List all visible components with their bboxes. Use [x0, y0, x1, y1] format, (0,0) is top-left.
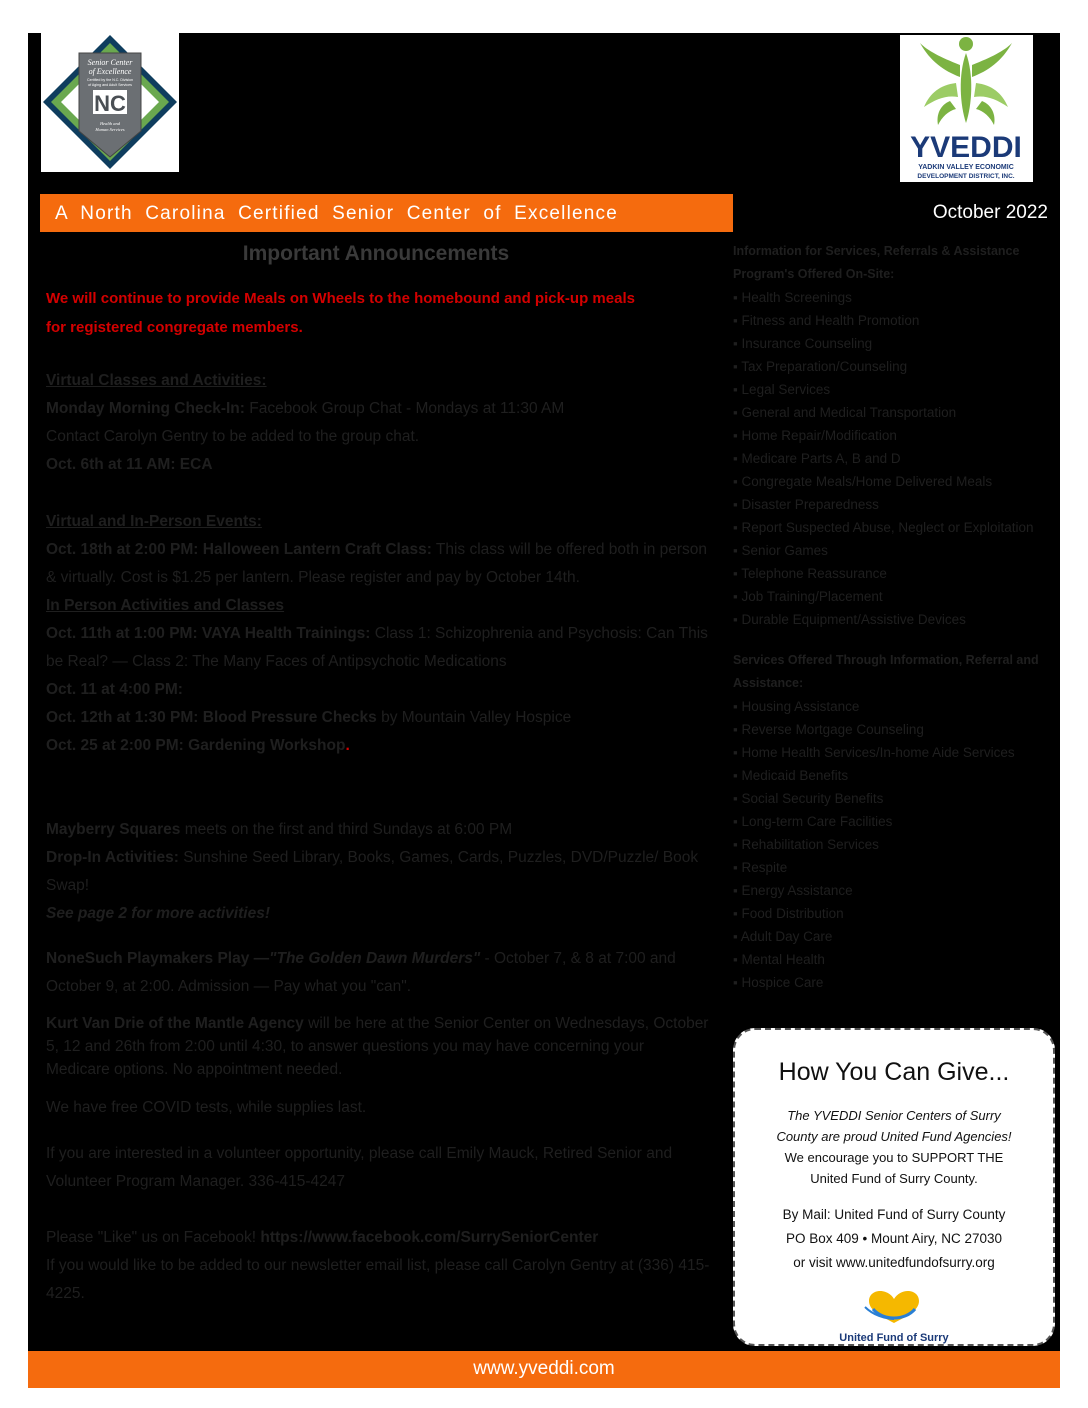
vaya-label: Oct. 11th at 1:00 PM: VAYA Health Trainings: [46, 625, 371, 642]
play-title: "The Golden Dawn Murders" [269, 950, 481, 967]
logo-left-line1: Senior Center [87, 58, 133, 67]
lantern-label: Oct. 18th at 2:00 PM: Halloween Lantern Craft Class: [46, 541, 432, 558]
united-fund-logo-text: United Fund of Surry [839, 1332, 949, 1344]
services-heading: Information for Services, Referrals & Assistance [733, 244, 1020, 258]
certification-banner [40, 194, 733, 232]
like-label: Please "Like" us on Facebook! [46, 1229, 257, 1246]
logo-left-line6: Human Services [95, 127, 125, 132]
bp-text: by Mountain Valley Hospice [376, 709, 572, 726]
service-item: ▪ Housing Assistance [733, 695, 1058, 718]
dropin-label: Drop-In Activities: [46, 849, 179, 866]
services-column [733, 240, 1058, 994]
service-item: ▪ Insurance Counseling [733, 332, 1058, 355]
garden-dot: . [345, 737, 350, 754]
yveddi-logo [900, 35, 1033, 182]
give-title: How You Can Give... [778, 1058, 1010, 1086]
garden-label: Oct. 25 at 2:00 PM: Gardening Workshop [46, 737, 346, 754]
volunteer-note: If you are interested in a volunteer opportunity, please call Emily Mauck, Retired Senior and Volunteer Program Manager. 336-415-4247 [46, 1145, 673, 1190]
service-item: ▪ Food Distribution [733, 902, 1058, 925]
service-item: ▪ Tax Preparation/Counseling [733, 355, 1058, 378]
service-item: ▪ Report Suspected Abuse, Neglect or Exploitation [733, 516, 1058, 539]
service-item: ▪ Respite [733, 856, 1058, 879]
service-item: ▪ Hospice Care [733, 971, 1058, 994]
yveddi-sub2: DEVELOPMENT DISTRICT, INC. [917, 173, 1015, 180]
eca-event: Oct. 6th at 11 AM: ECA [46, 456, 213, 473]
banner-text: A North Carolina Certified Senior Center of Excellence [55, 203, 619, 224]
meals-notice: We will continue to provide Meals on Wheels to the homebound and pick-up meals for registered congregate members. [46, 290, 635, 336]
yveddi-name: YVEDDI [910, 131, 1022, 164]
virtual-classes-section [46, 367, 711, 479]
dropin-text: Sunshine Seed Library, Books, Games, Cards, Puzzles, DVD/Puzzle/ Book Swap! [46, 849, 699, 894]
checkin-contact: Contact Carolyn Gentry to be added to the group chat. [46, 428, 420, 445]
issue-date: October 2022 [733, 194, 1060, 232]
inperson-heading: In Person Activities and Classes [46, 597, 285, 614]
play-text: - October 7, & 8 at 7:00 and October 9, at 2:00. Admission — Pay what you "can". [46, 950, 676, 995]
give-line-4: United Fund of Surry County. [810, 1171, 978, 1186]
service-item: ▪ General and Medical Transportation [733, 401, 1058, 424]
service-item: ▪ Medicare Parts A, B and D [733, 447, 1058, 470]
checkin-label: Monday Morning Check-In: [46, 400, 245, 417]
svg-text:NC: NC [94, 91, 126, 116]
referral-heading: Services Offered Through Information, Referral and Assistance: [733, 653, 1039, 690]
service-item: ▪ Legal Services [733, 378, 1058, 401]
vaya-text: Class 1: Schizophrenia and Psychosis: Can This be Real? — Class 2: The Many Faces of Antipsychotic Medications [46, 625, 708, 670]
service-item: ▪ Adult Day Care [733, 925, 1058, 948]
yveddi-sub1: YADKIN VALLEY ECONOMIC [918, 164, 1014, 171]
give-mail-3[interactable]: or visit www.unitedfundofsurry.org [793, 1255, 995, 1270]
bp-label: Oct. 12th at 1:30 PM: Blood Pressure Checks [46, 709, 377, 726]
facebook-section [46, 1224, 711, 1308]
united-fund-logo [735, 1279, 1053, 1344]
service-item: ▪ Energy Assistance [733, 879, 1058, 902]
page-title: Important Announcements [242, 242, 510, 265]
events-heading: Virtual and In-Person Events: [46, 513, 262, 530]
give-line-3: We encourage you to SUPPORT THE [784, 1150, 1004, 1165]
medicare-section [46, 1012, 711, 1081]
service-item: ▪ Job Training/Placement [733, 585, 1058, 608]
logo-left-line2: of Excellence [88, 67, 132, 76]
senior-center-excellence-logo [41, 33, 179, 172]
play-label: NoneSuch Playmakers Play — [46, 950, 270, 967]
give-italic-1: The YVEDDI Senior Centers of Surry [787, 1108, 1001, 1123]
covid-note: We have free COVID tests, while supplies last. [46, 1099, 367, 1116]
how-you-can-give-box [733, 1028, 1055, 1346]
give-italic-2: County are proud United Fund Agencies! [776, 1129, 1012, 1144]
footer-url[interactable]: www.yveddi.com [473, 1358, 615, 1379]
virtual-heading: Virtual Classes and Activities: [46, 372, 267, 389]
give-mail-1: By Mail: United Fund of Surry County [782, 1207, 1006, 1222]
play-section [46, 945, 711, 1001]
footer-bar [28, 1351, 1060, 1388]
referral-list [733, 695, 1058, 994]
service-item: ▪ Home Health Services/In-home Aide Services [733, 741, 1058, 764]
give-mail-2: PO Box 409 • Mount Airy, NC 27030 [785, 1231, 1003, 1246]
oct11-event: Oct. 11 at 4:00 PM: [46, 681, 183, 698]
service-item: ▪ Durable Equipment/Assistive Devices [733, 608, 1058, 631]
kurt-label: Kurt Van Drie of the Mantle Agency [46, 1015, 304, 1032]
lantern-text: This class will be offered both in person & virtually. Cost is $1.25 per lantern. Please register and pay by October 14th. [46, 541, 708, 586]
service-item: ▪ Fitness and Health Promotion [733, 309, 1058, 332]
service-item: ▪ Medicaid Benefits [733, 764, 1058, 787]
facebook-link[interactable]: https://www.facebook.com/SurrySeniorCenter [256, 1229, 599, 1246]
service-item: ▪ Social Security Benefits [733, 787, 1058, 810]
service-item: ▪ Mental Health [733, 948, 1058, 971]
activities-section [46, 816, 711, 928]
service-item: ▪ Senior Games [733, 539, 1058, 562]
service-item: ▪ Health Screenings [733, 286, 1058, 309]
service-item: ▪ Rehabilitation Services [733, 833, 1058, 856]
logo-left-line5: Health and [99, 121, 121, 126]
service-item: ▪ Disaster Preparedness [733, 493, 1058, 516]
logo-left-line3: Certified by the N.C. Division [87, 78, 133, 82]
see-page-2: See page 2 for more activities! [46, 905, 270, 922]
newsletter-note: If you would like to be added to our newsletter email list, please call Carolyn Gentry at (336) 415-4225. [46, 1257, 710, 1302]
onsite-heading: Program's Offered On-Site: [733, 267, 895, 281]
events-section [46, 508, 711, 760]
service-item: ▪ Long-term Care Facilities [733, 810, 1058, 833]
mayberry-label: Mayberry Squares [46, 821, 181, 838]
service-item: ▪ Home Repair/Modification [733, 424, 1058, 447]
logo-left-line4: of Aging and Adult Services [88, 83, 132, 87]
checkin-text: Facebook Group Chat - Mondays at 11:30 AM [244, 400, 565, 417]
service-item: ▪ Telephone Reassurance [733, 562, 1058, 585]
onsite-list [733, 286, 1058, 631]
service-item: ▪ Congregate Meals/Home Delivered Meals [733, 470, 1058, 493]
service-item: ▪ Reverse Mortgage Counseling [733, 718, 1058, 741]
mayberry-text: meets on the first and third Sundays at 6:00 PM [180, 821, 513, 838]
kurt-text: will be here at the Senior Center on Wednesdays, October 5, 12 and 26th from 2:00 until 4:30, to answer questions you may have concerning your Medicare options. No appointment needed. [46, 1015, 709, 1078]
